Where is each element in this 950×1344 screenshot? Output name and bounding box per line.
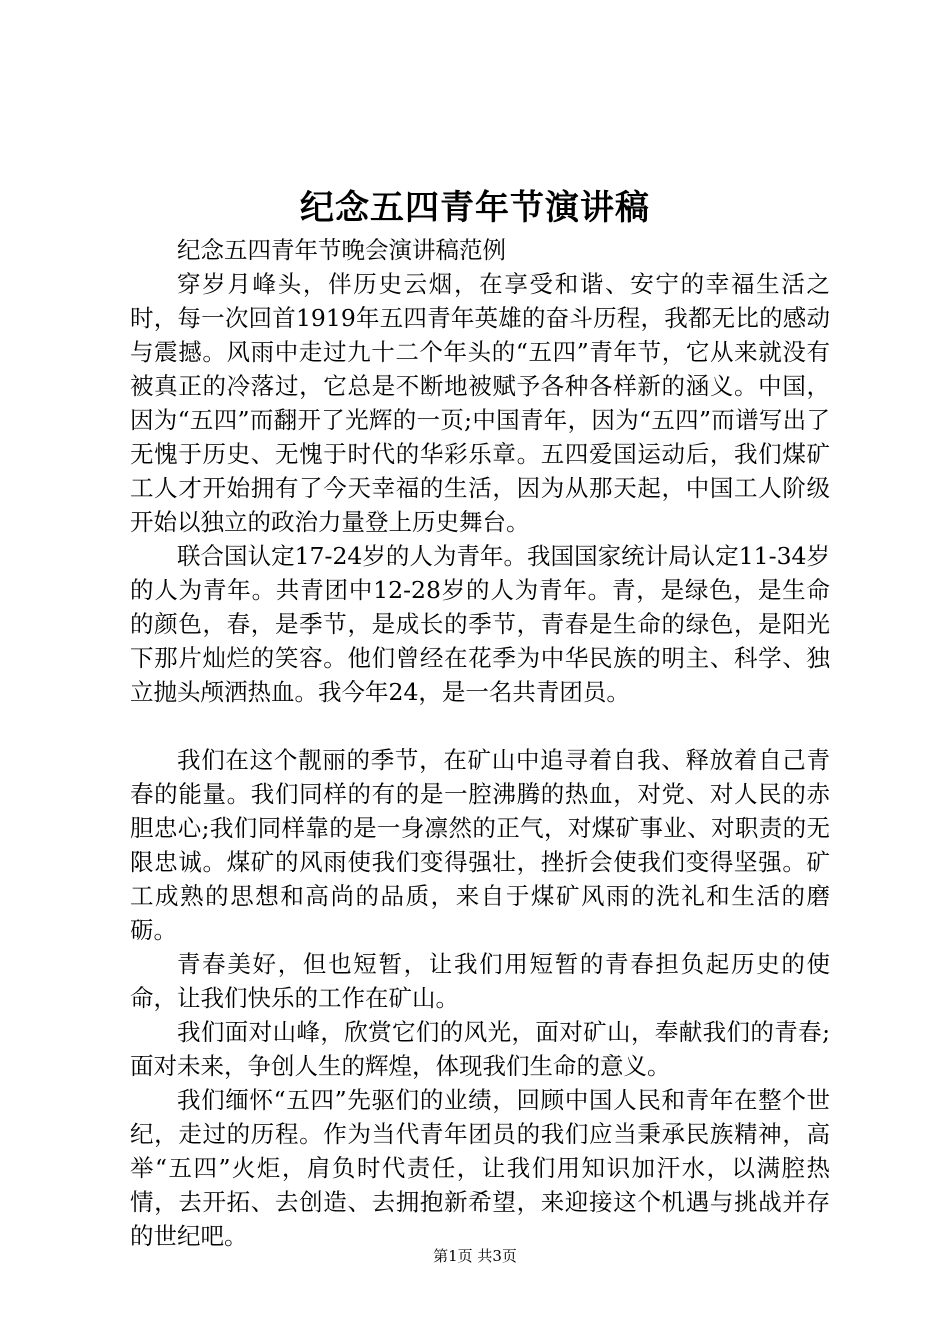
subtitle-paragraph: 纪念五四青年节晚会演讲稿范例 xyxy=(177,236,506,264)
body-paragraph: 我们缅怀“五四”先驱们的业绩，回顾中国人民和青年在整个世纪，走过的历程。作为当代青年团员的我们应当秉承民族精神，高举“五四”火炬，肩负时代责任，让我们用知识加汗水，以满腔热情，去开拓、去创造、去拥抱新希望，来迎接这个机遇与挑战并存的世纪吧。 xyxy=(130,1086,830,1250)
body-paragraph: 穿岁月峰头，伴历史云烟，在享受和谐、安宁的幸福生活之时，每一次回首1919年五四青年英雄的奋斗历程，我都无比的感动与震撼。风雨中走过九十二个年头的“五四”青年节，它从来就没有被真正的冷落过，它总是不断地被赋予各种各样新的涵义。中国，因为“五四”而翻开了光辉的一页;中国青年，因为“五四”而谱写出了无愧于历史、无愧于时代的华彩乐章。五四爱国运动后，我们煤矿工人才开始拥有了今天幸福的生活，因为从那天起，中国工人阶级开始以独立的政治力量登上历史舞台。 xyxy=(130,270,830,536)
body-paragraph: 我们面对山峰，欣赏它们的风光，面对矿山，奉献我们的青春;面对未来，争创人生的辉煌，体现我们生命的意义。 xyxy=(130,1018,830,1080)
paragraph-spacer xyxy=(130,709,830,743)
document-body xyxy=(130,233,830,1253)
document-title: 纪念五四青年节演讲稿 xyxy=(300,188,650,228)
page-number-footer: 第1页 共3页 xyxy=(433,1247,517,1265)
body-paragraph: 联合国认定17-24岁的人为青年。我国国家统计局认定11-34岁的人为青年。共青团中12-28岁的人为青年。青，是绿色，是生命的颜色，春，是季节，是成长的季节，青春是生命的绿色，是阳光下那片灿烂的笑容。他们曾经在花季为中华民族的明主、科学、独立抛头颅洒热血。我今年24，是一名共青团员。 xyxy=(130,542,830,706)
body-paragraph: 我们在这个靓丽的季节，在矿山中追寻着自我、释放着自己青春的能量。我们同样的有的是一腔沸腾的热血，对党、对人民的赤胆忠心;我们同样靠的是一身凛然的正气，对煤矿事业、对职责的无限忠诚。煤矿的风雨使我们变得强壮，挫折会使我们变得坚强。矿工成熟的思想和高尚的品质，来自于煤矿风雨的洗礼和生活的磨砺。 xyxy=(130,746,830,944)
body-paragraph: 青春美好，但也短暂，让我们用短暂的青春担负起历史的使命，让我们快乐的工作在矿山。 xyxy=(130,950,830,1012)
